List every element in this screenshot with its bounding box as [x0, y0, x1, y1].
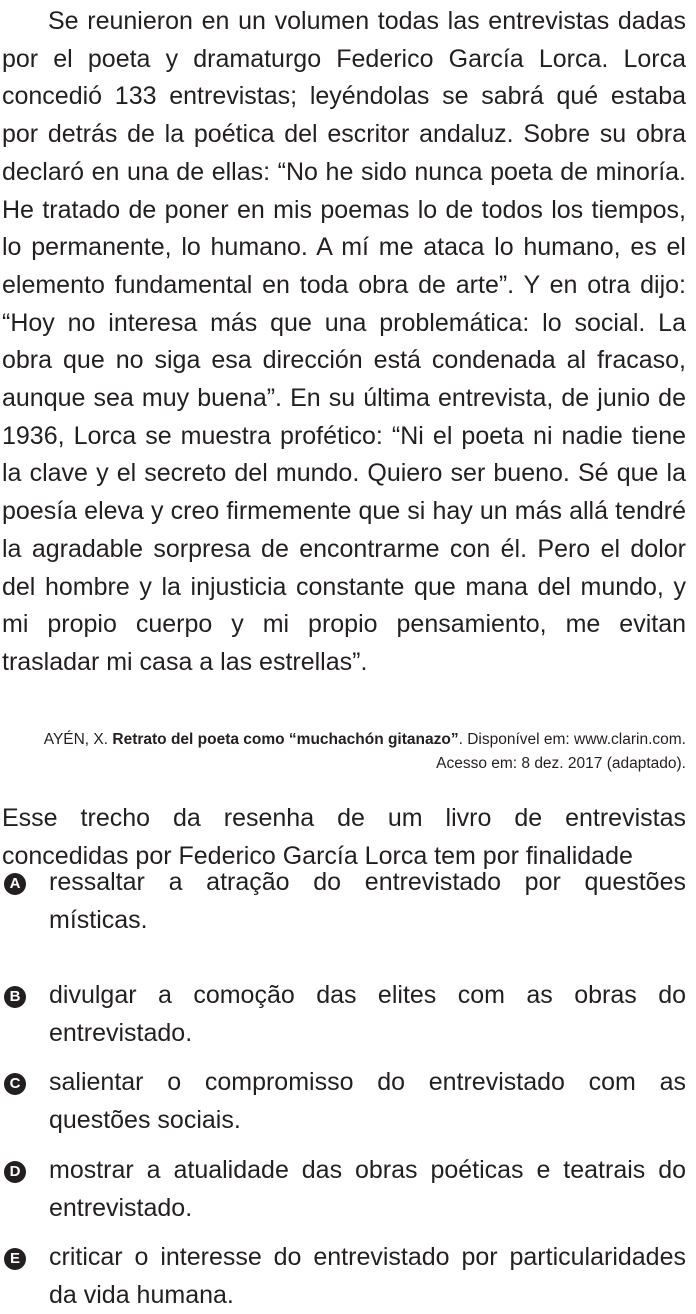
source-title: Retrato del poeta como “muchachón gitanazo”	[112, 731, 459, 748]
option-text-e: criticar o interesse do entrevistado por particularidades da vida humana.	[49, 1243, 686, 1309]
option-text-d: mostrar a atualidade das obras poéticas e teatrais do entrevistado.	[49, 1156, 686, 1222]
option-letter-badge-c: C	[4, 1073, 26, 1095]
option-letter-badge-e: E	[4, 1248, 26, 1270]
option-letter-badge-d: D	[4, 1161, 26, 1183]
option-text-b: divulgar a comoção das elites com as obras do entrevistado.	[49, 981, 686, 1047]
option-text-a: ressaltar a atração do entrevistado por questões místicas.	[49, 868, 686, 934]
option-text-c: salientar o compromisso do entrevistado com as questões sociais.	[49, 1068, 686, 1134]
reading-passage: Se reunieron en un volumen todas las entrevistas dadas por el poeta y dramaturgo Federico García Lorca. Lorca concedió 133 entrevistas; leyéndolas se sabrá qué estaba por detrás de la poética del escritor andaluz. Sobre su obra declaró en una de ellas: “No he sido nunca poeta de minoría. He tratado de poner en mis poemas lo de todos los tiempos, lo permanente, lo humano. A mí me ataca lo humano, es el elemento fundamental en toda obra de arte”. Y en otra dijo: “Hoy no interesa más que una problemática: lo social. La obra que no siga esa dirección está condenada al fracaso, aunque sea muy buena”. En su última entrevista, de junio de 1936, Lorca se muestra profético: “Ni el poeta ni nadie tiene la clave y el secreto del mundo. Quiero ser bueno. Sé que la poesía eleva y creo firmemente que si hay un más allá tendré la agradable sorpresa de encontrarme con él. Pero el dolor del hombre y la injusticia constante que mana del mundo, y mi propio cuerpo y mi propio pensamiento, me evitan trasladar mi casa a las estrellas”.	[2, 7, 686, 676]
option-letter-badge-b: B	[4, 986, 26, 1008]
source-author: AYÉN, X.	[43, 731, 113, 748]
source-access-date: Acesso em: 8 dez. 2017 (adaptado).	[436, 755, 686, 772]
source-availability: . Disponível em: www.clarin.com.	[458, 731, 686, 748]
option-letter-badge-a: A	[4, 873, 26, 895]
source-citation	[2, 728, 686, 776]
question-stem: Esse trecho da resenha de um livro de entrevistas concedidas por Federico García Lorca tem por finalidade	[2, 804, 686, 870]
